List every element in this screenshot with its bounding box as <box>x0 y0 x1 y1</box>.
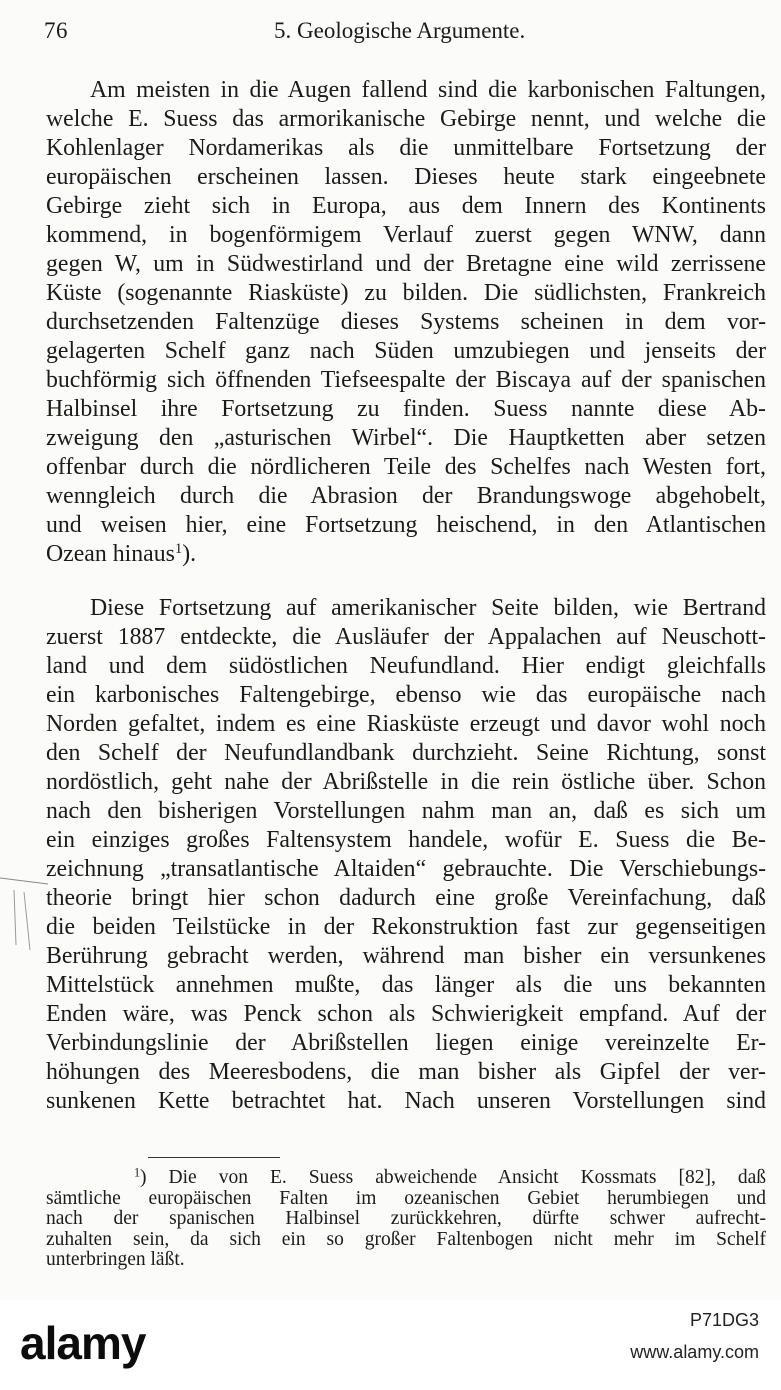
text-line: offenbar durch die nördlicheren Teile des Schelfes nach Westen fort, <box>46 454 766 480</box>
text-line: sunkenen Kette betrachtet hat. Nach unseren Vorstellungen sind <box>46 1088 766 1114</box>
pencil-line <box>24 892 30 950</box>
text-line: gelagerten Schelf ganz nach Süden umzubiegen und jenseits der <box>46 338 766 364</box>
text-line: Gebirge zieht sich in Europa, aus dem Innern des Kontinents <box>46 193 766 219</box>
text-line: ein karbonisches Faltengebirge, ebenso wie das europäische nach <box>46 682 766 708</box>
text-line: durchsetzenden Faltenzüge dieses Systems scheinen in dem vor- <box>46 309 766 335</box>
text-line: Kohlenlager Nordamerikas als die unmittelbare Fortsetzung der <box>46 135 766 161</box>
footnote-line: zuhalten sein, da sich ein so großer Faltenbogen nicht mehr im Schelf <box>46 1228 766 1250</box>
text-line: wenngleich durch die Abrasion der Brandungswoge abgehobelt, <box>46 483 766 509</box>
text-line: Diese Fortsetzung auf amerikanischer Seite bilden, wie Bertrand <box>90 595 766 621</box>
footnote-line: unterbringen läßt. <box>46 1249 185 1270</box>
text-line: theorie bringt hier schon dadurch eine große Vereinfachung, daß <box>46 885 766 911</box>
text-line: den Schelf der Neufundlandbank durchzieht. Seine Richtung, sonst <box>46 740 766 766</box>
text-line: Mittelstück annehmen mußte, das länger als die uns bekannten <box>46 972 766 998</box>
paragraph-1 <box>46 76 766 569</box>
text-line: Berührung gebracht werden, während man bisher ein versunkenes <box>46 943 766 969</box>
text-line: nach den bisherigen Vorstellungen nahm man an, daß es sich um <box>46 798 766 824</box>
text-line: ein einziges großes Faltensystem handele, wofür E. Suess die Be- <box>46 827 766 853</box>
text-line: buchförmig sich öffnenden Tiefseespalte der Biscaya auf der spanischen <box>46 367 766 393</box>
page-header <box>44 18 753 50</box>
text-line: nordöstlich, geht nahe der Abrißstelle in die rein östliche über. Schon <box>46 769 766 795</box>
text-line: Am meisten in die Augen fallend sind die karbonischen Faltungen, <box>90 77 766 103</box>
text-line: welche E. Suess das armorikanische Gebirge nennt, und welche die <box>46 106 766 132</box>
footnote-line: nach der spanischen Halbinsel zurückkehren, dürfte schwer aufrecht- <box>46 1208 766 1229</box>
text-line: zweigung den „asturischen Wirbel“. Die Hauptketten aber setzen <box>46 425 766 451</box>
text-line: und weisen hier, eine Fortsetzung heischend, in den Atlantischen <box>46 512 766 538</box>
text-line: Enden wäre, was Penck schon als Schwierigkeit empfand. Auf der <box>46 1001 766 1027</box>
text-line: europäischen erscheinen lassen. Dieses heute stark eingeebnete <box>46 164 766 190</box>
text-line-last <box>46 540 766 569</box>
running-head: 5. Geologische Argumente. <box>274 18 526 43</box>
footnote <box>46 1165 766 1271</box>
footnote-rule <box>148 1157 280 1158</box>
text-line: die beiden Teilstücke in der Rekonstruktion fast zur gegenseitigen <box>46 914 766 940</box>
stock-logo: alamy <box>20 1317 146 1369</box>
text-line: Küste (sogenannte Riasküste) zu bilden. Die südlichsten, Frankreich <box>46 280 766 306</box>
text-line-closing: ). <box>182 541 197 567</box>
footnote-line <box>46 1165 766 1189</box>
text-line: kommend, in bogenförmigem Verlauf zuerst gegen WNW, dann <box>46 222 766 248</box>
text-line: zeichnung „transatlantische Altaiden“ gebrauchte. Die Verschiebungs- <box>46 856 766 882</box>
text-line: Norden gefaltet, indem es eine Riasküste erzeugt und davor wohl noch <box>46 711 766 737</box>
pencil-line <box>14 890 16 945</box>
text-line: Verbindungslinie der Abrißstellen liegen einige vereinzelte Er- <box>46 1030 766 1056</box>
footnote-line: sämtliche europäischen Falten im ozeanischen Gebiet herumbiegen und <box>46 1187 766 1209</box>
stock-image-id: P71DG3 <box>689 1310 759 1330</box>
text-line: zuerst 1887 entdeckte, die Ausläufer der Appalachen auf Neuschott- <box>46 624 766 650</box>
stock-url[interactable]: www.alamy.com <box>630 1342 759 1362</box>
footnote-reference[interactable]: 1 <box>174 540 183 557</box>
stock-watermark-bar <box>0 1300 781 1390</box>
margin-pencil-marks <box>0 870 50 960</box>
text-line: Halbinsel ihre Fortsetzung zu finden. Suess nannte diese Ab- <box>46 396 766 422</box>
text-line: land und dem südöstlichen Neufundland. Hier endigt gleichfalls <box>46 653 766 679</box>
paragraph-2 <box>46 594 766 1116</box>
text-line: gegen W, um in Südwestirland und der Bretagne eine wild zerrissene <box>46 251 766 277</box>
pencil-line <box>0 878 48 884</box>
text-line-content: Ozean hinaus <box>46 541 175 567</box>
footnote-line-text: ) Die von E. Suess abweichende Ansicht Kossmats [82], daß <box>140 1167 766 1188</box>
footnote-marker: 1 <box>134 1165 141 1180</box>
page-number: 76 <box>44 18 68 43</box>
text-line: höhungen des Meeresbodens, die man bisher als Gipfel der ver- <box>46 1059 766 1085</box>
